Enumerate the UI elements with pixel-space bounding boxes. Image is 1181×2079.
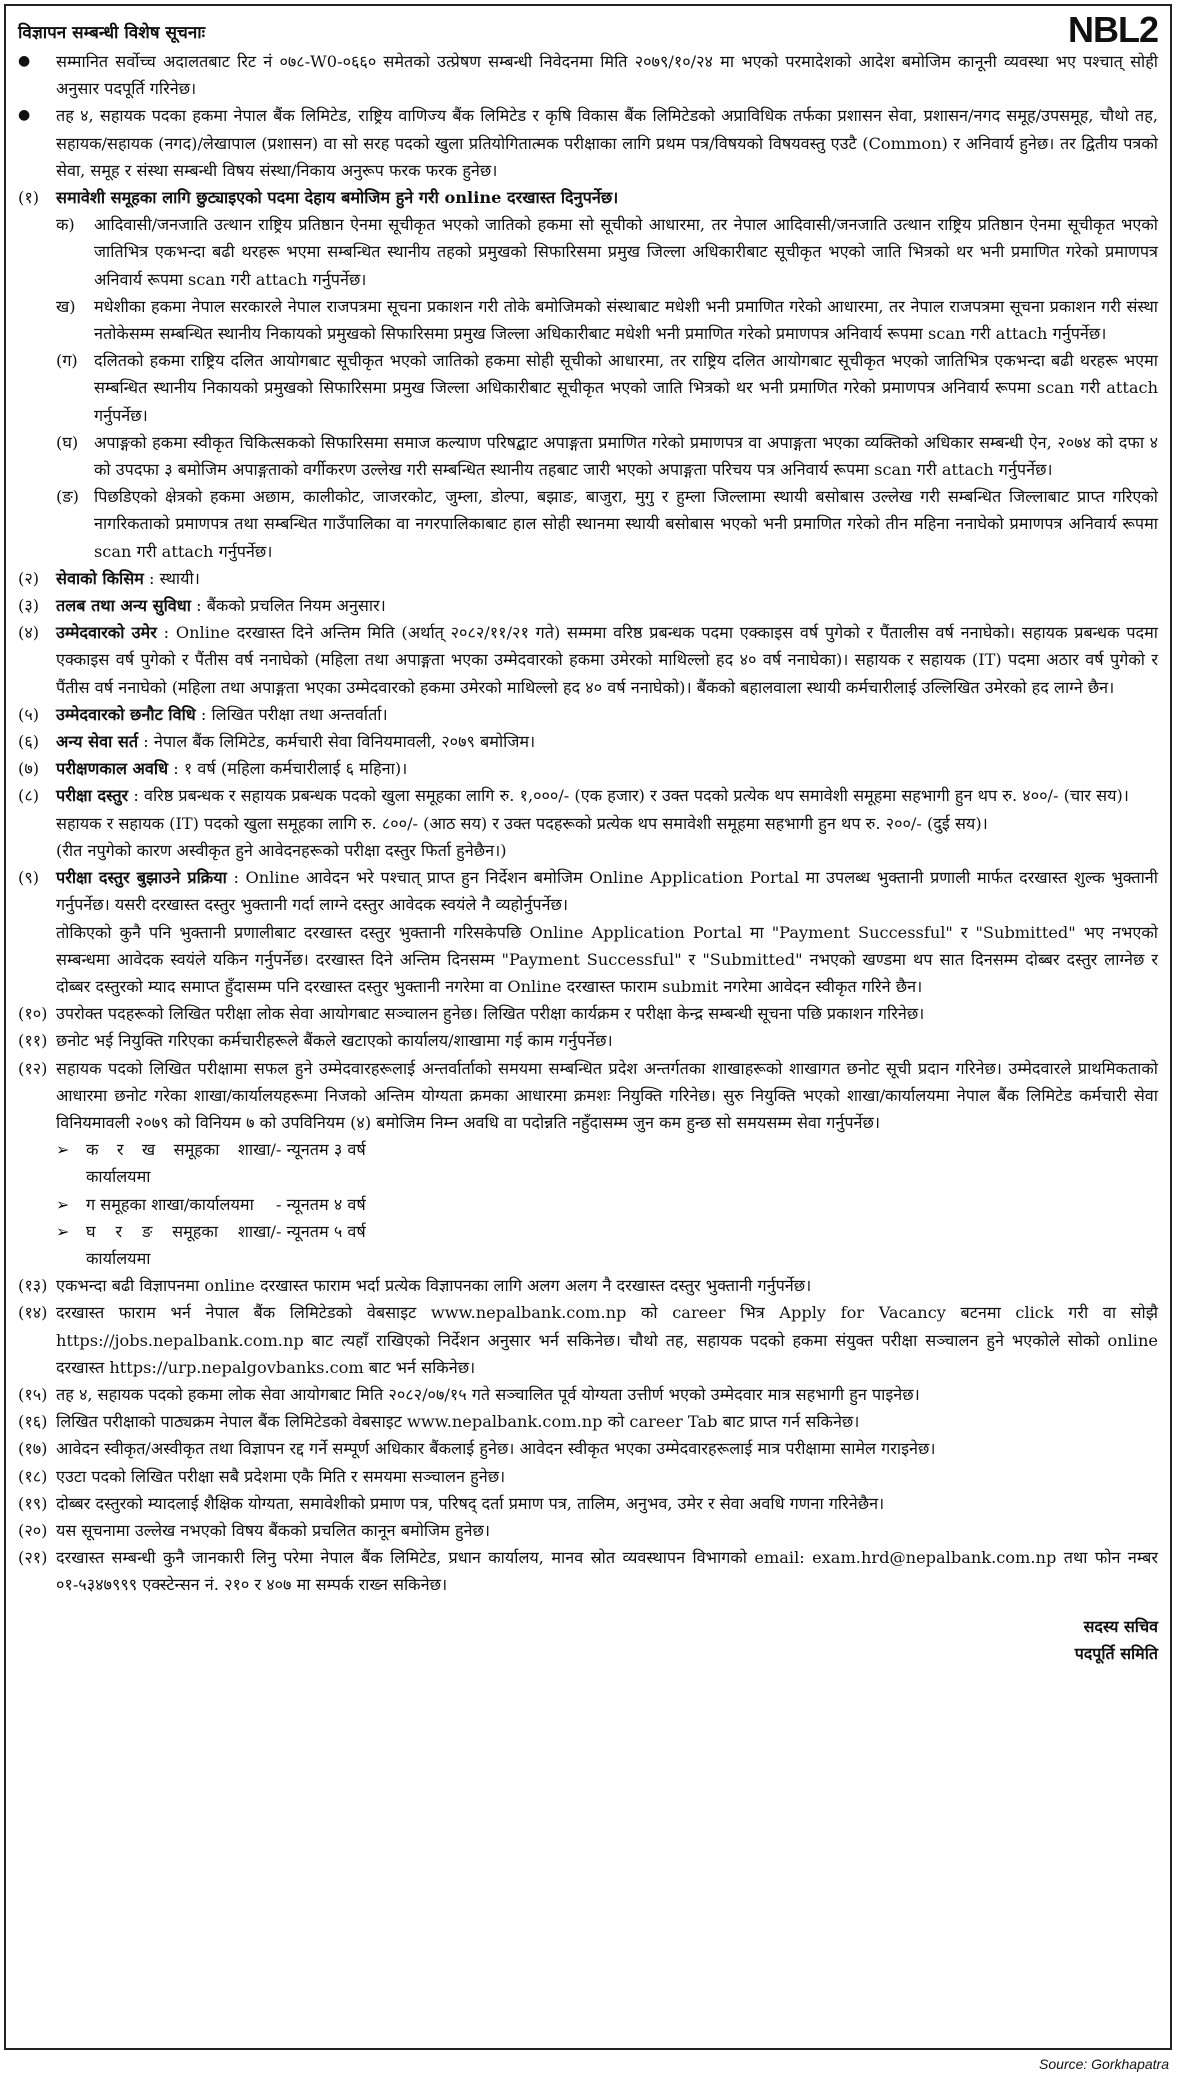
arrow-duration: - न्यूनतम ३ वर्ष [276, 1140, 366, 1160]
numbered-list [18, 184, 1158, 1599]
item-body [56, 1435, 936, 1462]
numbered-item [18, 728, 1158, 755]
bullet-list [18, 48, 1158, 184]
sub-item-text: अपाङ्गको हकमा स्वीकृत चिकित्सकको सिफारिसमा समाज कल्याण परिषद्बाट अपाङ्गता प्रमाणित गरेको प्रमाणपत्र वा अपाङ्गता भएका व्यक्तिको अधिकार सम्बन्धी ऐन, २०७४ को दफा ४ को उपदफा ३ बमोजिम अपाङ्गताको वर्गीकरण उल्लेख गरी सम्बन्धित स्थानीय तहबाट जारी भएको अपाङ्गता परिचय पत्र अनिवार्य रूपमा scan गरी attach गर्नुपर्नेछ। [94, 432, 1158, 480]
item-number: (१८) [18, 1466, 48, 1486]
sub-item-text: पिछडिएको क्षेत्रको हकमा अछाम, कालीकोट, जाजरकोट, जुम्ला, डोल्पा, बझाङ, बाजुरा, मुगु र हुम्ला जिल्लामा स्थायी बसोबास उल्लेख गरी सम्बन्धित जिल्लाबाट प्राप्त गरिएको नागरिकताको प्रमाणपत्र तथा सम्बन्धित गाउँपालिका वा नगरपालिकाबाट हाल सोही स्थानमा स्थायी बसोबास भएको भनी प्रमाणित गरेको तीन महिना ननाघेको प्रमाणपत्र अनिवार्य रूपमा scan गरी attach गर्नुपर्नेछ। [94, 487, 1158, 561]
numbered-item [18, 184, 1158, 211]
item-body [56, 1544, 1158, 1598]
numbered-item [18, 1027, 1158, 1054]
item-label: परीक्षणकाल अवधि [56, 759, 169, 779]
numbered-item [18, 1408, 1158, 1435]
numbered-item [18, 592, 1158, 619]
item-body [56, 701, 388, 728]
item-number: (२) [18, 568, 40, 588]
item-body [56, 1463, 505, 1490]
item-text: दरखास्त फाराम भर्न नेपाल बैंक लिमिटेडको वेबसाइट www.nepalbank.com.np को career भित्र Apply for Vacancy बटनमा click गरी वा सोझै https://jobs.nepalbank.com.np बाट त्यहाँ राखिएको निर्देशन अनुसार भर्न सकिनेछ। चौथो तह, सहायक पदको हकमा संयुक्त परीक्षा सञ्चालन हुने भएकोले सोको online दरखास्त https://urp.nepalgovbanks.com बाट भर्न सकिनेछ। [56, 1303, 1158, 1377]
item-number: (१०) [18, 1004, 48, 1024]
item-text: : Online दरखास्त दिने अन्तिम मिति (अर्थात् २०८२/११/२१ गते) सम्ममा वरिष्ठ प्रबन्धक पदमा एक्काइस वर्ष पुगेको र पैंतालीस वर्ष ननाघेको। सहायक प्रबन्धक पदमा एक्काइस वर्ष पुगेको र पैंतीस वर्ष ननाघेको (महिला तथा अपाङ्गता भएका उम्मेदवारको हकमा उमेरको माथिल्लो हद ४० वर्ष ननाघेका)। सहायक र सहायक (IT) पदमा अठार वर्ष पुगेको र पैंतीस वर्ष ननाघेको (महिला तथा अपाङ्गता भएका उम्मेदवारको हकमा उमेरको माथिल्लो हद ४० वर्ष ननाघेको)। बैंकको बहालवाला स्थायी कर्मचारीलाई उल्लिखित उमेरको हद लाग्ने छैन। [56, 623, 1158, 697]
arrow-icon: ➢ [56, 1140, 70, 1160]
item-number: (१५) [18, 1384, 48, 1404]
item-text: दरखास्त सम्बन्धी कुनै जानकारी लिनु परेमा नेपाल बैंक लिमिटेड, प्रधान कार्यालय, मानव स्रोत व्यवस्थापन विभागको email: exam.hrd@nepalbank.com.np तथा फोन नम्बर ०१-५३४७९९९ एक्स्टेन्सन नं. २१० र ४०७ मा सम्पर्क राख्न सकिनेछ। [56, 1548, 1158, 1595]
bullet-item [18, 48, 1158, 102]
numbered-item [18, 1272, 1158, 1299]
bullet-icon: ● [18, 107, 31, 124]
sub-item-text: मधेशीका हकमा नेपाल सरकारले नेपाल राजपत्रमा सूचना प्रकाशन गरी तोके बमोजिमको संस्थाबाट मधेशी भनी प्रमाणित गरेको आधारमा, तर नेपाल राजपत्रमा सूचना प्रकाशन गरी संस्था नतोकेसम्म सम्बन्धित स्थानीय निकायको प्रमुखको सिफारिसमा प्रमुख जिल्ला अधिकारीबाट मधेशी भनी प्रमाणित गरेको प्रमाणपत्र अनिवार्य रूपमा scan गरी attach गर्नुपर्नेछ। [94, 296, 1158, 344]
item-body [56, 565, 200, 592]
item-label: समावेशी समूहका लागि छुट्याइएको पदमा देहाय बमोजिम हुने गरी online दरखास्त दिनुपर्नेछ। [56, 188, 619, 208]
item-number: (५) [18, 704, 40, 724]
numbered-item [18, 782, 1158, 809]
item-label: अन्य सेवा सर्त [56, 732, 139, 752]
item-body [56, 1000, 924, 1027]
item-label: परीक्षा दस्तुर [56, 786, 129, 806]
arrow-group: क र ख समूहका शाखा/कार्यालयमा [86, 1140, 276, 1187]
arrow-item [56, 1218, 1158, 1272]
numbered-item [18, 1435, 1158, 1462]
item-body [56, 755, 407, 782]
item-number: (२१) [18, 1548, 48, 1568]
item-continuation: सहायक र सहायक (IT) पदको खुला समूहका लागि रु. ८००/- (आठ सय) र उक्त पदहरूको प्रत्येक थप समावेशी समूहमा सहभागी हुन थप रु. २००/- (दुई सय)। [56, 813, 988, 833]
item-body [56, 184, 618, 211]
numbered-item [18, 755, 1158, 782]
item-text: आवेदन स्वीकृत/अस्वीकृत तथा विज्ञापन रद्द गर्ने सम्पूर्ण अधिकार बैंकलाई हुनेछ। आवेदन स्वीकृत भएका उम्मेदवारहरूलाई मात्र परीक्षामा सामेल गराइनेछ। [56, 1439, 936, 1459]
item-body [56, 864, 1158, 918]
item-body [56, 619, 1158, 701]
item-label: परीक्षा दस्तुर बुझाउने प्रक्रिया [56, 868, 227, 888]
item-text: : बैंकको प्रचलित नियम अनुसार। [196, 596, 386, 616]
item-body [56, 592, 386, 619]
item-number: (३) [18, 596, 40, 616]
numbered-item [18, 1381, 1158, 1408]
numbered-item [18, 1490, 1158, 1517]
item-text: : १ वर्ष (महिला कर्मचारीलाई ६ महिना)। [173, 759, 408, 779]
item-number: (१६) [18, 1412, 48, 1432]
sub-item [56, 347, 1158, 429]
item-number: (१९) [18, 1493, 48, 1513]
item-number: (१२) [18, 1058, 48, 1078]
item-text: : स्थायी। [149, 568, 200, 588]
item-number: (१३) [18, 1276, 48, 1296]
numbered-item [18, 701, 1158, 728]
item-text: सहायक पदको लिखित परीक्षामा सफल हुने उम्मेदवारहरूलाई अन्तर्वार्ताको समयमा सम्बन्धित प्रदेश अन्तर्गतका शाखाहरूको शाखागत छनोट सूची प्रदान गरिनेछ। उम्मेदवारले प्राथमिकताको आधारमा छनोट गरेका शाखा/कार्यालयहरूमा निजको अन्तिम योग्यता क्रमका आधारमा क्रमशः नियुक्ति गरिनेछ। सुरु नियुक्ति भएको शाखा/कार्यालयमा नेपाल बैंक लिमिटेड कर्मचारी सेवा विनियमावली २०७९ को विनियम ७ को उपविनियम (४) बमोजिम निम्न अवधि वा पदोन्नति नहुँदासम्म जुन कम हुन्छ सो समयसम्म सेवा गर्नुपर्नेछ। [56, 1058, 1158, 1132]
ad-code: NBL2 [1067, 9, 1158, 50]
arrow-group: घ र ङ समूहका शाखा/कार्यालयमा [86, 1221, 276, 1268]
item-label: सेवाको किसिम [56, 568, 144, 588]
sub-item [56, 211, 1158, 293]
signatory-committee: पदपूर्ति समिति [1074, 1643, 1158, 1663]
item-text: छनोट भई नियुक्ति गरिएका कर्मचारीहरूले बैंकले खटाएको कार्यालय/शाखामा गई काम गर्नुपर्नेछ। [56, 1031, 613, 1051]
item-text: यस सूचनामा उल्लेख नभएको विषय बैंकको प्रचलित कानून बमोजिम हुनेछ। [56, 1520, 491, 1540]
item-text: : नेपाल बैंक लिमिटेड, कर्मचारी सेवा विनियमावली, २०७९ बमोजिम। [143, 732, 536, 752]
sub-item-marker: (ङ) [56, 487, 79, 507]
source-credit: Source: Gorkhapatra [1039, 2056, 1169, 2072]
sub-item-marker: (ग) [56, 351, 78, 371]
item-number: (४) [18, 623, 40, 643]
item-label: उम्मेदवारको उमेर [56, 623, 157, 643]
arrow-icon: ➢ [56, 1221, 70, 1241]
item-text: : लिखित परीक्षा तथा अन्तर्वार्ता। [200, 704, 388, 724]
numbered-item [18, 1299, 1158, 1381]
bullet-text: तह ४, सहायक पदका हकमा नेपाल बैंक लिमिटेड, राष्ट्रिय वाणिज्य बैंक लिमिटेड र कृषि विकास बैंक लिमिटेडको अप्राविधिक तर्फका प्रशासन सेवा, प्रशासन/नगद समूह/उपसमूह, चौथो तह, सहायक/सहायक (नगद)/लेखापाल (प्रशासन) वा सो सरह पदको खुला प्रतियोगितात्मक परीक्षाका लागि प्रथम पत्र/विषयको विषयवस्तु एउटै (Common) र अनिवार्य हुनेछ। तर द्वितीय पत्रको सेवा, समूह र संस्था सम्बन्धी विषय संस्था/निकाय अनुरूप फरक फरक हुनेछ। [56, 106, 1158, 180]
item-number: (६) [18, 732, 40, 752]
arrow-item [56, 1136, 1158, 1190]
bullet-icon: ● [18, 53, 31, 69]
item-text: तह ४, सहायक पदको हकमा लोक सेवा आयोगबाट मिति २०८२/०७/१५ गते सञ्चालित पूर्व योग्यता उत्तीर्ण भएको उम्मेदवार मात्र सहभागी हुन पाइनेछ। [56, 1384, 920, 1404]
numbered-item [18, 1000, 1158, 1027]
item-body [56, 1408, 859, 1435]
item-number: (८) [18, 786, 40, 806]
item-text: एकभन्दा बढी विज्ञापनमा online दरखास्त फाराम भर्दा प्रत्येक विज्ञापनका लागि अलग अलग नै दरखास्त दस्तुर भुक्तानी गर्नुपर्नेछ। [56, 1276, 812, 1296]
item-body [56, 1490, 884, 1517]
sub-item-text: दलितको हकमा राष्ट्रिय दलित आयोगबाट सूचीकृत भएको जातिको हकमा सोही सूचीको आधारमा, तर राष्ट्रिय दलित आयोगबाट सूचीकृत भएको जातिभित्र एकभन्दा बढी थरहरू भएमा सम्बन्धित स्थानीय निकायको प्रमुखको सिफारिसमा प्रमुख जिल्ला अधिकारीबाट सूचीकृत भएको जाति भित्रको थर भनी प्रमाणित गरेको प्रमाणपत्र अनिवार्य रूपमा scan गरी attach गर्नुपर्नेछ। [94, 351, 1158, 425]
item-label: उम्मेदवारको छनौट विधि [56, 704, 196, 724]
arrow-icon: ➢ [56, 1194, 70, 1214]
item-number: (१७) [18, 1439, 48, 1459]
item-number: (७) [18, 759, 40, 779]
numbered-item [18, 1544, 1158, 1598]
item-body [56, 1027, 613, 1054]
signatory-title: सदस्य सचिव [1083, 1616, 1158, 1636]
signature-block [18, 1613, 1158, 1667]
item-number: (२०) [18, 1520, 48, 1540]
numbered-item [18, 864, 1158, 918]
sub-item-marker: (घ) [56, 432, 79, 452]
sub-item-marker: क) [56, 215, 75, 235]
item-body [56, 1272, 811, 1299]
sub-item-marker: ख) [56, 296, 76, 316]
item-body [56, 1517, 490, 1544]
bullet-text: सम्मानित सर्वोच्च अदालतबाट रिट नं ०७८-W0-०६६० समेतको उत्प्रेषण सम्बन्धी निवेदनमा मिति २०७९/१०/२४ मा भएको परमादेशको आदेश बमोजिम कानूनी व्यवस्था भए पश्चात् सोही अनुसार पदपूर्ति गरिनेछ। [56, 52, 1158, 99]
arrow-item [56, 1191, 1158, 1218]
sub-item [56, 293, 1158, 347]
item-body [56, 782, 1129, 809]
notice-title: विज्ञापन सम्बन्धी विशेष सूचनाः [18, 23, 206, 43]
notice-box [4, 4, 1172, 2050]
sub-item-text: आदिवासी/जनजाति उत्थान राष्ट्रिय प्रतिष्ठान ऐनमा सूचीकृत भएको जातिको हकमा सो सूचीको आधारमा, तर नेपाल आदिवासी/जनजाति उत्थान राष्ट्रिय प्रतिष्ठान ऐनमा सूचीकृत भएको जातिभित्र एकभन्दा बढी थरहरू भएमा सम्बन्धित स्थानीय तहको प्रमुखको सिफारिसमा प्रमुख जिल्ला अधिकारीबाट सूचीकृत भएको जाति भित्रको थर भनी प्रमाणित गरेको प्रमाणपत्र अनिवार्य रूपमा scan गरी attach गर्नुपर्नेछ। [94, 215, 1158, 289]
item-text: लिखित परीक्षाको पाठ्यक्रम नेपाल बैंक लिमिटेडको वेबसाइट www.nepalbank.com.np को career Tab बाट प्राप्त गर्न सकिनेछ। [56, 1412, 860, 1432]
numbered-item [18, 1055, 1158, 1137]
item-continuation: तोकिएको कुनै पनि भुक्तानी प्रणालीबाट दरखास्त दस्तुर भुक्तानी गरिसकेपछि Online Application Portal मा "Payment Successful" र "Submitted" भए नभएको सम्बन्धमा आवेदक स्वयंले यकिन गर्नुपर्नेछ। दरखास्त दिने अन्तिम दिनसम्म "Payment Successful" र "Submitted" नभएको खण्डमा थप सात दिनसम्म दोब्बर दस्तुर लाग्नेछ र दोब्बर दस्तुरको म्याद समाप्त हुँदासम्म पनि दरखास्त दस्तुर भुक्तानी नगरेमा वा Online दरखास्त फाराम submit नगरेमा आवेदन स्वीकृत गरिने छैन। [56, 922, 1158, 996]
item-body [56, 728, 535, 755]
item-text: दोब्बर दस्तुरको म्यादलाई शैक्षिक योग्यता, समावेशीको प्रमाण पत्र, परिषद् दर्ता प्रमाण पत्र, तालिम, अनुभव, उमेर र सेवा अवधि गणना गरिनेछैन। [56, 1493, 885, 1513]
item-text: : वरिष्ठ प्रबन्धक र सहायक प्रबन्धक पदको खुला समूहका लागि रु. १,०००/- (एक हजार) र उक्त पदको प्रत्येक थप समावेशी समूहमा सहभागी हुन थप रु. ४००/- (चार सय)। [133, 786, 1129, 806]
numbered-item [18, 1463, 1158, 1490]
sub-item [56, 429, 1158, 483]
item-label: तलब तथा अन्य सुविधा [56, 596, 191, 616]
item-continuation: (रीत नपुगेको कारण अस्वीकृत हुने आवेदनहरूको परीक्षा दस्तुर फिर्ता हुनेछैन।) [56, 840, 507, 860]
item-number: (१) [18, 188, 40, 208]
item-number: (१४) [18, 1303, 48, 1323]
arrow-duration: - न्यूनतम ४ वर्ष [276, 1194, 366, 1214]
numbered-item [18, 1517, 1158, 1544]
item-body [56, 1055, 1158, 1137]
item-number: (११) [18, 1031, 48, 1051]
arrow-group: ग समूहका शाखा/कार्यालयमा [86, 1194, 254, 1214]
item-number: (९) [18, 868, 40, 888]
item-text: एउटा पदको लिखित परीक्षा सबै प्रदेशमा एकै मिति र समयमा सञ्चालन हुनेछ। [56, 1466, 506, 1486]
numbered-item [18, 565, 1158, 592]
arrow-duration: - न्यूनतम ५ वर्ष [276, 1221, 366, 1241]
item-body [56, 1299, 1158, 1381]
item-body [56, 1381, 920, 1408]
item-text: : Online आवेदन भरे पश्चात् प्राप्त हुन निर्देशन बमोजिम Online Application Portal मा उपलब्ध भुक्तानी प्रणाली मार्फत दरखास्त शुल्क भुक्तानी गर्नुपर्नेछ। यसरी दरखास्त दस्तुर भुक्तानी गर्दा लाग्ने दस्तुर आवेदक स्वयंले नै व्यहोर्नुपर्नेछ। [56, 868, 1158, 915]
sub-item [56, 483, 1158, 565]
item-text: उपरोक्त पदहरूको लिखित परीक्षा लोक सेवा आयोगबाट सञ्चालन हुनेछ। लिखित परीक्षा कार्यक्रम र परीक्षा केन्द्र सम्बन्धी सूचना पछि प्रकाशन गरिनेछ। [56, 1004, 925, 1024]
numbered-item [18, 619, 1158, 701]
bullet-item [18, 102, 1158, 184]
